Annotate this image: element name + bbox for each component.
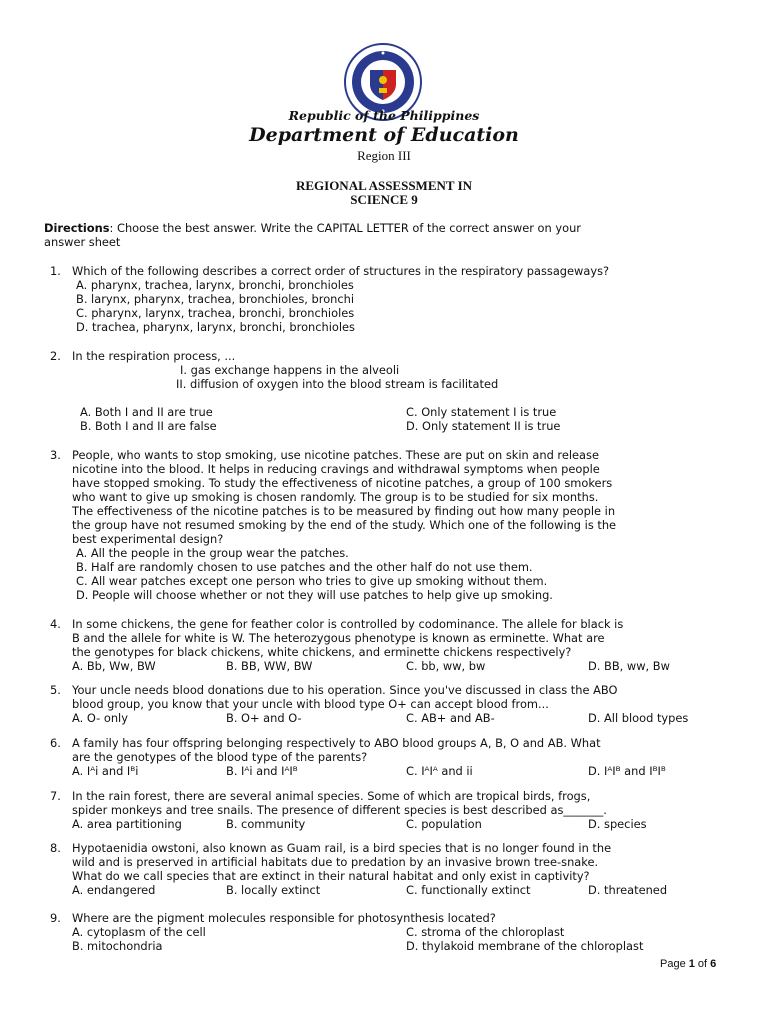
q2-statement-2: II. diffusion of oxygen into the blood stream is facilitated	[176, 377, 499, 391]
q3-option-a: A. All the people in the group wear the patches.	[76, 546, 349, 560]
q3-line: People, who wants to stop smoking, use nicotine patches. These are put on skin and release	[72, 448, 599, 462]
q2-number: 2.	[50, 349, 61, 363]
q3-option-d: D. People will choose whether or not they will use patches to help give up smoking.	[76, 588, 553, 602]
q6-line: are the genotypes of the blood type of the parents?	[72, 750, 368, 764]
q7-option-a: A. area partitioning	[72, 817, 182, 831]
q5-line: blood group, you know that your uncle with blood type O+ can accept blood from...	[72, 697, 549, 711]
q2-statement-1: I. gas exchange happens in the alveoli	[180, 363, 400, 377]
subject-title: SCIENCE 9	[350, 192, 418, 207]
q8-line: What do we call species that are extinct in their natural habitat and only exist in captivity?	[72, 869, 590, 883]
q4-line: the genotypes for black chickens, white chickens, and erminette chickens respectively?	[72, 645, 572, 659]
q4-option-a: A. Bb, Ww, BW	[72, 659, 156, 673]
q3-line: have stopped smoking. To study the effectiveness of nicotine patches, a group of 100 smokers	[72, 476, 613, 490]
q4-line: In some chickens, the gene for feather color is controlled by codominance. The allele for black is	[72, 617, 624, 631]
q1-option-c: C. pharynx, larynx, trachea, bronchi, bronchioles	[76, 306, 355, 320]
q8-option-c: C. functionally extinct	[406, 883, 531, 897]
page-total: 6	[710, 958, 717, 970]
directions-text-2: answer sheet	[44, 235, 121, 249]
q5-option-d: D. All blood types	[588, 711, 689, 725]
q6-option-a: A. Iᴬi and Iᴮi	[72, 764, 139, 778]
q7-option-b: B. community	[226, 817, 306, 831]
q9-option-d: D. thylakoid membrane of the chloroplast	[406, 939, 644, 953]
q3-number: 3.	[50, 448, 61, 462]
q8-number: 8.	[50, 841, 61, 855]
q1-question: Which of the following describes a correct order of structures in the respiratory passageways?	[72, 264, 610, 278]
q3-option-c: C. All wear patches except one person who tries to give up smoking without them.	[76, 574, 548, 588]
q3-line: nicotine into the blood. It helps in reducing cravings and withdrawal symptoms when people	[72, 462, 600, 476]
q9-option-a: A. cytoplasm of the cell	[72, 925, 206, 939]
q9-question: Where are the pigment molecules responsible for photosynthesis located?	[72, 911, 496, 925]
q6-option-c: C. IᴬIᴬ and ii	[406, 764, 473, 778]
page-prefix: Page	[660, 958, 689, 970]
q6-option-d: D. IᴬIᴮ and IᴮIᴮ	[588, 764, 666, 778]
q7-line: spider monkeys and tree snails. The presence of different species is best described as_______.	[72, 803, 607, 817]
q5-number: 5.	[50, 683, 61, 697]
page-of: of	[694, 958, 711, 970]
q3-line: the group have not resumed smoking by the end of the study. Which one of the following is the	[72, 518, 617, 532]
q8-line: Hypotaenidia owstoni, also known as Guam rail, is a bird species that is no longer found in the	[72, 841, 612, 855]
assessment-title: REGIONAL ASSESSMENT IN	[295, 178, 473, 193]
q1-option-d: D. trachea, pharynx, larynx, bronchi, bronchioles	[76, 320, 355, 334]
q8-line: wild and is preserved in artificial habitats due to predation by an invasive brown tree-snake.	[72, 855, 599, 869]
q7-line: In the rain forest, there are several animal species. Some of which are tropical birds, frogs,	[72, 789, 591, 803]
q8-option-a: A. endangered	[72, 883, 156, 897]
page-number	[660, 958, 716, 970]
q2-option-a: A. Both I and II are true	[80, 405, 213, 419]
department-heading: Department of Education	[249, 124, 519, 146]
q4-option-c: C. bb, ww, bw	[406, 659, 486, 673]
q7-number: 7.	[50, 789, 61, 803]
q2-option-c: C. Only statement I is true	[406, 405, 557, 419]
q3-option-b: B. Half are randomly chosen to use patches and the other half do not use them.	[76, 560, 533, 574]
q3-line: best experimental design?	[72, 532, 224, 546]
q3-line: The effectiveness of the nicotine patches is to be measured by finding out how many people in	[72, 504, 616, 518]
q4-option-d: D. BB, ww, Bw	[588, 659, 670, 673]
region-label: Region III	[357, 148, 411, 163]
q7-option-c: C. population	[406, 817, 482, 831]
q2-question: In the respiration process, ...	[72, 349, 236, 363]
page-current: 1	[688, 958, 695, 970]
q6-line: A family has four offspring belonging respectively to ABO blood groups A, B, O and AB. What	[72, 736, 601, 750]
q5-option-c: C. AB+ and AB-	[406, 711, 495, 725]
q7-option-d: D. species	[588, 817, 647, 831]
q8-option-d: D. threatened	[588, 883, 668, 897]
q4-number: 4.	[50, 617, 61, 631]
directions-text: : Choose the best answer. Write the CAPITAL LETTER of the correct answer on your	[109, 221, 581, 235]
q2-option-b: B. Both I and II are false	[80, 419, 217, 433]
q9-option-b: B. mitochondria	[72, 939, 163, 953]
q9-option-c: C. stroma of the chloroplast	[406, 925, 565, 939]
q5-option-b: B. O+ and O-	[226, 711, 302, 725]
q6-number: 6.	[50, 736, 61, 750]
q5-line: Your uncle needs blood donations due to his operation. Since you've discussed in class the ABO	[72, 683, 618, 697]
directions	[44, 221, 581, 235]
q8-option-b: B. locally extinct	[226, 883, 321, 897]
directions-label: Directions	[44, 221, 110, 235]
republic-heading: Republic of the Philippines	[288, 108, 480, 123]
q4-option-b: B. BB, WW, BW	[226, 659, 313, 673]
q1-number: 1.	[50, 264, 61, 278]
q3-line: who want to give up smoking is chosen randomly. The group is to be studied for six months.	[72, 490, 599, 504]
q6-option-b: B. Iᴬi and IᴬIᴮ	[226, 764, 298, 778]
q4-line: B and the allele for white is W. The heterozygous phenotype is known as erminette. What are	[72, 631, 605, 645]
q9-number: 9.	[50, 911, 61, 925]
q1-option-b: B. larynx, pharynx, trachea, bronchioles, bronchi	[76, 292, 355, 306]
q2-option-d: D. Only statement II is true	[406, 419, 561, 433]
q5-option-a: A. O- only	[72, 711, 128, 725]
q1-option-a: A. pharynx, trachea, larynx, bronchi, bronchioles	[76, 278, 354, 292]
